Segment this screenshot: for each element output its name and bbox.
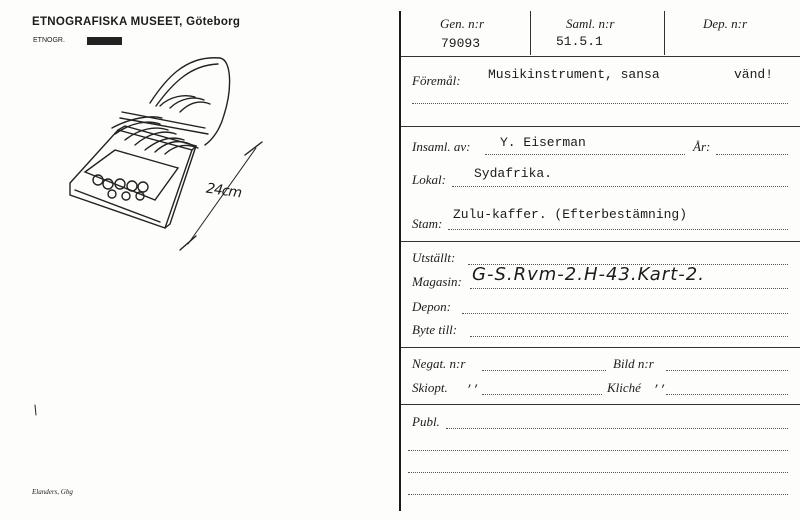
section-rule (401, 241, 800, 242)
vand-note: vänd! (734, 67, 774, 82)
dotted-line (482, 370, 606, 371)
dotted-line (448, 229, 788, 230)
museum-title: ETNOGRAFISKA MUSEET, Göteborg (32, 16, 241, 28)
saml-label: Saml. n:r (566, 16, 615, 31)
dotted-line (446, 428, 788, 429)
insaml-value: Y. Eiserman (500, 135, 586, 150)
ar-label: År: (693, 139, 711, 154)
dotted-line (408, 472, 788, 473)
etnogr-label: ETNOGR. (33, 37, 65, 44)
dotted-line (482, 394, 602, 395)
kliche-label: Kliché (607, 380, 641, 395)
skiopt-label: Skiopt. (412, 380, 448, 395)
negat-label: Negat. n:r (412, 356, 466, 371)
lokal-value: Sydafrika. (474, 166, 553, 181)
depon-label: Depon: (412, 299, 451, 314)
dotted-line (408, 450, 788, 451)
header-rule (401, 56, 800, 57)
magasin-value: G-S.Rvm-2.H-43.Kart-2. (472, 264, 705, 285)
kliche-value: ,, (654, 378, 668, 390)
dotted-line (470, 288, 788, 289)
dotted-line (716, 154, 788, 155)
magasin-label: Magasin: (412, 274, 462, 289)
utstallt-label: Utställt: (412, 250, 456, 265)
section-rule (401, 126, 800, 127)
byte-label: Byte till: (412, 322, 458, 337)
saml-value: 51.5.1 (556, 34, 603, 49)
stam-value: Zulu-kaffer. (Efterbestämning) (453, 207, 688, 222)
dotted-line (666, 394, 788, 395)
dotted-line (666, 370, 788, 371)
size-note: 24cm (205, 180, 243, 202)
dotted-line (408, 494, 788, 495)
skiopt-value: ,, (467, 378, 481, 390)
insaml-label: Insaml. av: (412, 139, 471, 154)
dotted-line (485, 154, 685, 155)
dotted-line (452, 186, 788, 187)
lokal-label: Lokal: (412, 172, 446, 187)
card-divider (399, 11, 401, 511)
gen-value: 79093 (441, 36, 481, 51)
bild-label: Bild n:r (613, 356, 654, 371)
section-rule (401, 347, 800, 348)
dotted-line (412, 103, 788, 104)
dotted-line (462, 313, 788, 314)
dotted-line (470, 336, 788, 337)
section-rule (401, 404, 800, 405)
dep-label: Dep. n:r (703, 16, 748, 31)
stam-label: Stam: (412, 216, 443, 231)
foremal-label: Föremål: (412, 73, 461, 88)
header-separator (530, 11, 531, 55)
gen-label: Gen. n:r (440, 16, 485, 31)
foremal-value: Musikinstrument, sansa (488, 67, 660, 82)
printer-mark: Elanders, Gbg (32, 488, 73, 496)
header-separator (664, 11, 665, 55)
publ-label: Publ. (412, 414, 440, 429)
